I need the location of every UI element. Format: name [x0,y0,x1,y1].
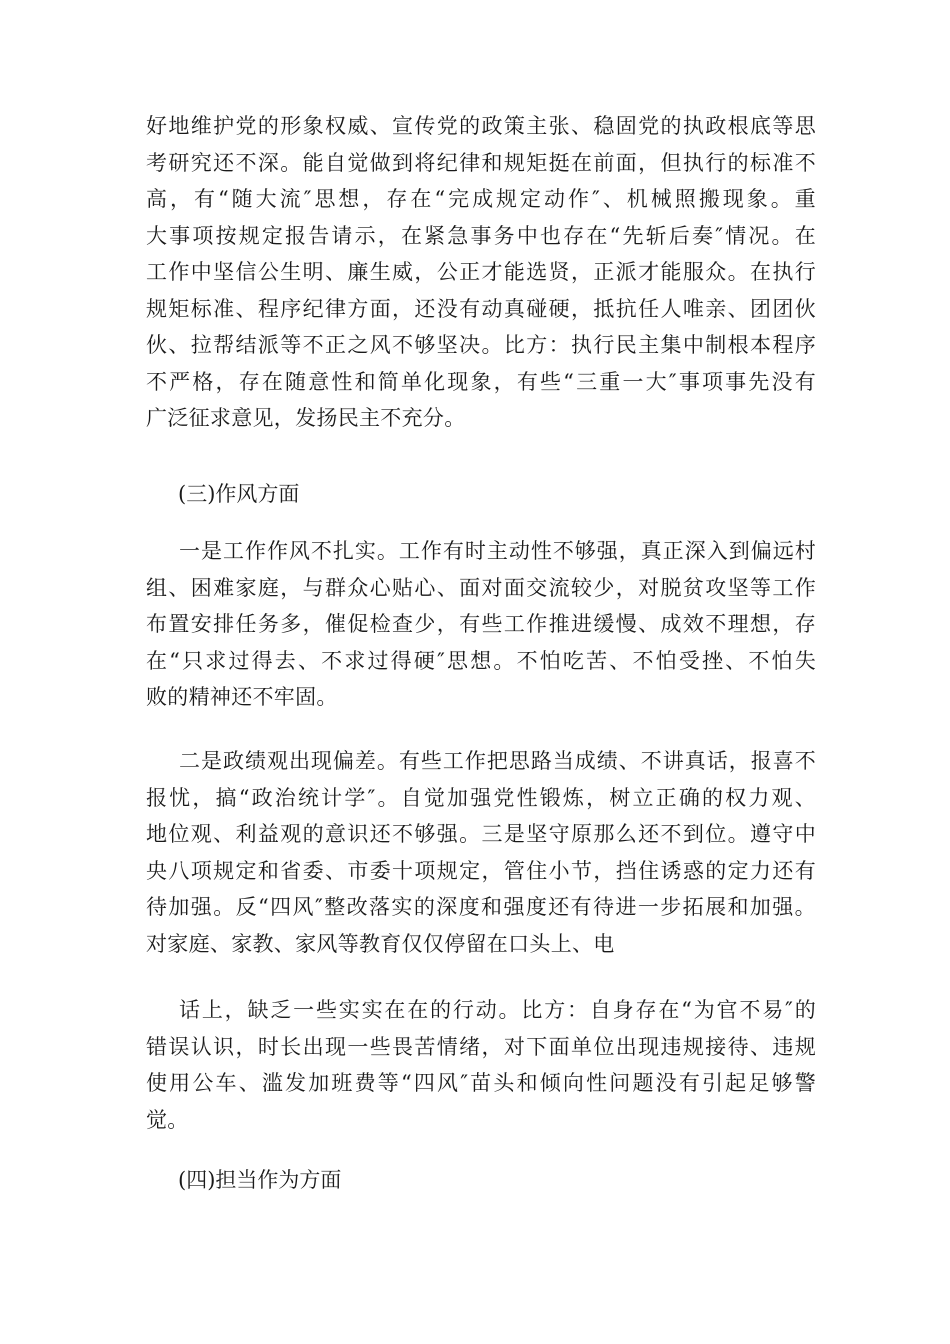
text-line: 规矩标准、程序纪律方面，还没有动真碰硬，抵抗任人唯亲、团团伙 [146,296,816,321]
text-line: 大事项按规定报告请示，在紧急事务中也存在“先斩后奏″情况。在 [146,223,816,248]
text-line: 高，有“随大流″思想，存在“完成规定动作″、机械照搬现象。重 [146,187,816,211]
text-line: 一是工作作风不扎实。工作有时主动性不够强，真正深入到偏远村 [179,539,816,563]
section-heading-3: (三)作风方面 [178,482,300,506]
paragraph-4 [146,992,816,1138]
text-line: 使用公车、滥发加班费等“四风″苗头和倾向性问题没有引起足够警 [146,1071,816,1095]
text-line: 不严格，存在随意性和简单化现象，有些“三重一大″事项事先没有 [146,369,816,394]
text-line: 二是政绩观出现偏差。有些工作把思路当成绩、不讲真话，报喜不 [179,749,816,773]
text-line: 败的精神还不牢固。 [146,685,338,709]
paragraph-2 [146,533,816,716]
text-line: 工作中坚信公生明、廉生威，公正才能选贤，正派才能服众。在执行 [146,260,816,284]
text-line: 考研究还不深。能自觉做到将纪律和规矩挺在前面，但执行的标准不 [146,150,816,175]
text-line: 伙、拉帮结派等不正之风不够坚决。比方：执行民主集中制根本程序 [146,333,816,357]
section-heading-4: (四)担当作为方面 [178,1168,342,1192]
text-line: 央八项规定和省委、市委十项规定，管住小节，挡住诱惑的定力还有 [146,858,816,883]
text-line: 广泛征求意见，发扬民主不充分。 [146,406,466,430]
paragraph-1 [146,108,816,437]
text-line: 对家庭、家教、家风等教育仅仅停留在口头上、电 [146,931,615,956]
text-line: 好地维护党的形象权威、宣传党的政策主张、稳固党的执政根底等思 [146,114,816,138]
text-line: 布置安排任务多，催促检查少，有些工作推进缓慢、成效不理想，存 [146,612,816,636]
text-line: 在“只求过得去、不求过得硬″思想。不怕吃苦、不怕受挫、不怕失 [146,648,816,673]
paragraph-3 [146,743,816,962]
text-line: 待加强。反“四风″整改落实的深度和强度还有待进一步拓展和加强。 [146,895,816,919]
text-line: 觉。 [146,1107,189,1132]
text-line: 错误认识，时长出现一些畏苦情绪，对下面单位出现违规接待、违规 [146,1034,816,1059]
text-line: 地位观、利益观的意识还不够强。三是坚守原那么还不到位。遵守中 [146,822,816,846]
text-line: 话上，缺乏一些实实在在的行动。比方：自身存在“为官不易″的 [179,998,816,1022]
text-line: 报忧，搞“政治统计学″。自觉加强党性锻炼，树立正确的权力观、 [146,785,816,810]
text-line: 组、困难家庭，与群众心贴心、面对面交流较少，对脱贫攻坚等工作 [146,575,816,600]
